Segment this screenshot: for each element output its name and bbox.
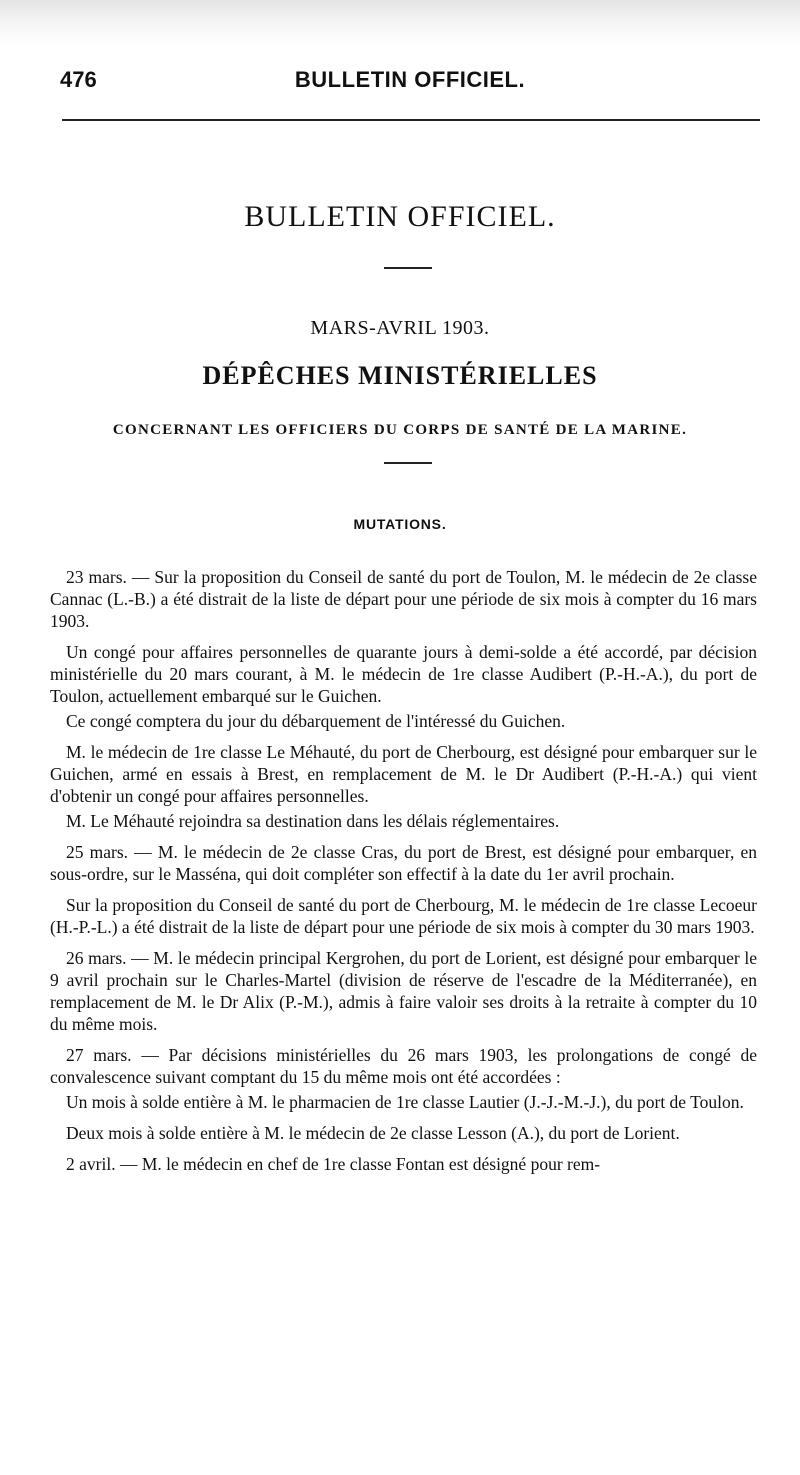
paragraph: Un congé pour affaires personnelles de quarante jours à demi-solde a été accordé, par décision ministérielle du 20 mars courant, à M. le médecin de 1re classe Audibert (P.-H.-A.), du port de Toulon, actuellement embarqué sur le Guichen. [50, 642, 757, 706]
paragraph: Un mois à solde entière à M. le pharmacien de 1re classe Lautier (J.-J.-M.-J.), du port de Toulon. [66, 1092, 744, 1112]
scan-border [0, 0, 800, 45]
date-line: MARS-AVRIL 1903. [310, 317, 490, 339]
paragraph: 2 avril. — M. le médecin en chef de 1re classe Fontan est désigné pour rem- [66, 1154, 601, 1174]
paragraph: M. Le Méhauté rejoindra sa destination dans les délais réglementaires. [66, 811, 560, 831]
section-subtitle: CONCERNANT LES OFFICIERS DU CORPS DE SANTÉ DE LA MARINE. [112, 422, 688, 438]
paragraph: 25 mars. — M. le médecin de 2e classe Cras, du port de Brest, est désigné pour embarquer, en sous-ordre, sur le Masséna, qui doit compléter son effectif à la date du 1er avril prochain. [50, 842, 757, 884]
body-text [50, 566, 757, 1184]
page-title: BULLETIN OFFICIEL. [244, 200, 556, 233]
paragraph: M. le médecin de 1re classe Le Méhauté, du port de Cherbourg, est désigné pour embarquer sur le Guichen, armé en essais à Brest, en remplacement de M. le Dr Audibert (P.-H.-A.) qui vient d'obtenir un congé pour affaires personnelles. [50, 742, 757, 806]
header-rule [62, 119, 760, 121]
running-head-title: BULLETIN OFFICIEL. [294, 67, 526, 92]
paragraph: 27 mars. — Par décisions ministérielles du 26 mars 1903, les prolongations de congé de convalescence suivant comptant du 15 du même mois ont été accordées : [50, 1045, 757, 1087]
paragraph: Sur la proposition du Conseil de santé du port de Cherbourg, M. le médecin de 1re classe Lecoeur (H.-P.-L.) a été distrait de la liste de départ pour une période de six mois à compter du 30 mars 1903. [50, 895, 757, 937]
paragraph: 26 mars. — M. le médecin principal Kergrohen, du port de Lorient, est désigné pour embarquer le 9 avril prochain sur le Charles-Martel (division de réserve de l'escadre de la Méditerranée), en remplacement de M. le Dr Alix (P.-M.), admis à faire valoir ses droits à la retraite à compter du 10 du même mois. [50, 948, 757, 1034]
section-rule [384, 462, 432, 464]
paragraph: Ce congé comptera du jour du débarquement de l'intéressé du Guichen. [66, 711, 566, 731]
section-title: DÉPÊCHES MINISTÉRIELLES [202, 361, 598, 390]
mutations-heading: MUTATIONS. [353, 516, 447, 532]
page-number: 476 [60, 67, 97, 92]
paragraph: 23 mars. — Sur la proposition du Conseil de santé du port de Toulon, M. le médecin de 2e classe Cannac (L.-B.) a été distrait de la liste de départ pour une période de six mois à compter du 16 mars 1903. [50, 567, 757, 631]
title-rule [384, 267, 432, 269]
paragraph: Deux mois à solde entière à M. le médecin de 2e classe Lesson (A.), du port de Lorient. [66, 1123, 680, 1143]
running-head [60, 67, 760, 99]
